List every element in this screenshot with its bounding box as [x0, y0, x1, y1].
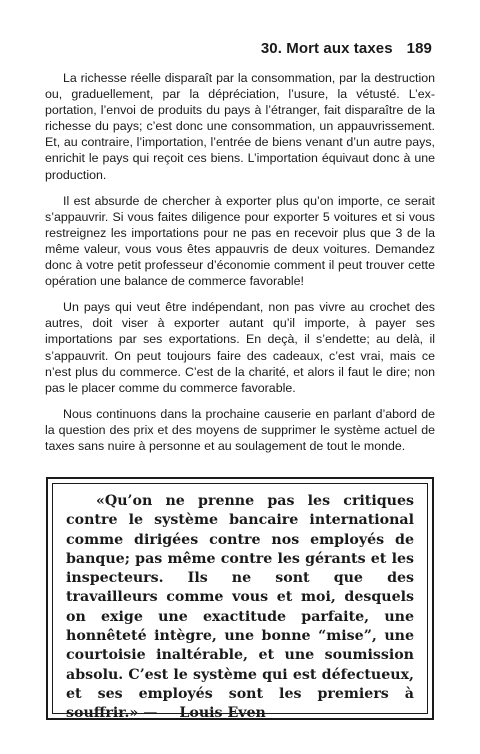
paragraph: Un pays qui veut être indépendant, non pas vivre au crochet des autres, doit viser à exporter autant qu’il importe, à payer ses importations par ses exportations. En deçà, il s’endette; au delà, il s’appauvrit. On peut toujours faire des cadeaux, c’est vrai, mais ce n’est plus du commerce. C’est de la charité, et alors il faut le dire; non pas le placer comme du commerce favorable.	[45, 300, 435, 395]
quote-author: Louis Even	[179, 705, 266, 722]
paragraph: Il est absurde de chercher à exporter plus qu’on importe, ce serait s’appauvrir. Si vous faites diligence pour exporter 5 voitures et si vous restreignez les importations pour ne pas en recevoir plus que 3 de la même valeur, vous vous êtes appauvris de deux voitures. Demandez donc à votre petit professeur d’économie comment il peut trouver cette opération une balance de commerce favorable!	[45, 193, 435, 289]
quote-box	[46, 477, 434, 720]
chapter-title: 30. Mort aux taxes	[260, 40, 393, 57]
page-number: 189	[406, 40, 432, 57]
running-header	[261, 40, 432, 57]
quote	[66, 492, 414, 724]
paragraph: La richesse réelle disparaît par la consommation, par la destruction ou, graduellement, par la dépréciation, l’usure, la vétusté. L’exportation, l’envoi de produits du pays à l’étranger, fait disparaître de la richesse du pays; c’est donc une consommation, un appauvrissement. Et, au contraire, l’importation, l’entrée de biens venant d’un autre pays, enrichit le pays qui reçoit ces biens. L’importation équivaut donc à une production.	[45, 71, 435, 182]
body-text	[45, 70, 435, 464]
paragraph: Nous continuons dans la prochaine causerie en parlant d’abord de la question des prix et des moyens de supprimer le système actuel de taxes sans nuire à personne et au soulagement de tout le monde.	[45, 406, 435, 453]
quote-text: «Qu’on ne prenne pas les critiques contre le système bancaire international comme dirigées contre nos employés de banque; pas même contre les gérants et les inspecteurs. Ils ne sont que des travailleurs comme vous et moi, desquels on exige une exactitude parfaite, une honnêteté intègre, une bonne “mise”, une courtoisie inaltérable, et une soumission absolu. C’est le système qui est défectueux, et ses employés sont les premiers à souffrir.» —	[66, 493, 414, 722]
